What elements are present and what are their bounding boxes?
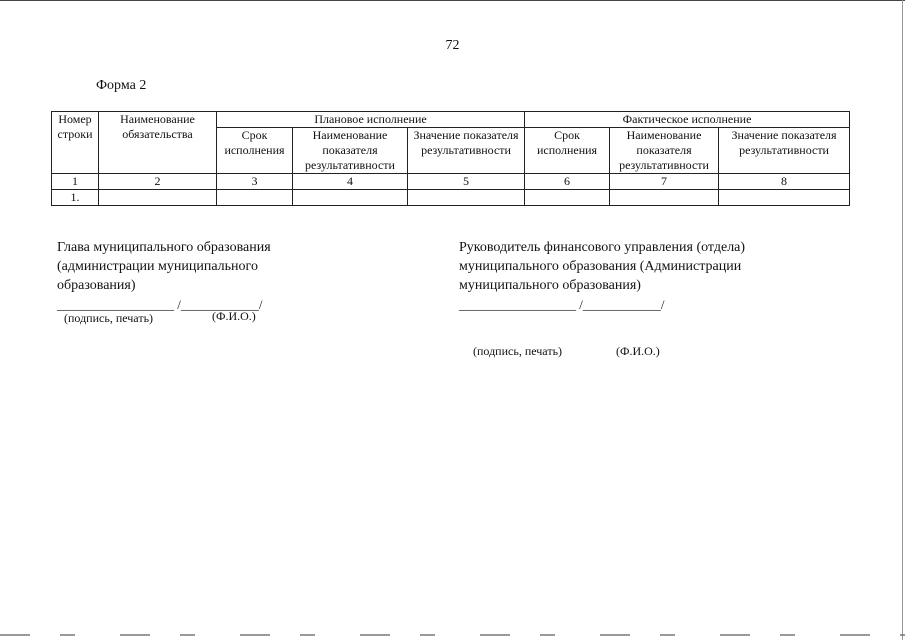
signature-title-line: образования)	[57, 278, 136, 293]
table-cell	[217, 190, 293, 206]
signature-block-head	[57, 238, 271, 314]
header-row-top	[52, 112, 850, 128]
row-number: 1.	[52, 190, 99, 206]
header-actual-deadline: Срок исполнения	[525, 128, 610, 174]
column-number: 1	[52, 174, 99, 190]
header-row-number: Номер строки	[52, 112, 99, 174]
obligations-table	[51, 111, 850, 206]
signature-block-finance	[459, 238, 745, 314]
name-caption: (Ф.И.О.)	[616, 344, 660, 358]
header-actual-indicator-name: Наименование показателя результативности	[610, 128, 719, 174]
name-caption: (Ф.И.О.)	[212, 309, 256, 323]
table-row	[52, 190, 850, 206]
signature-title-line: муниципального образования)	[459, 278, 641, 293]
signature-title-line: муниципального образования (Администрации	[459, 259, 742, 274]
form-label: Форма 2	[96, 78, 147, 93]
table-cell	[408, 190, 525, 206]
column-number: 5	[408, 174, 525, 190]
table-cell	[99, 190, 217, 206]
column-number: 4	[293, 174, 408, 190]
scan-edge-top	[0, 0, 905, 1]
column-number: 3	[217, 174, 293, 190]
column-number: 8	[719, 174, 850, 190]
header-planned-deadline: Срок исполнения	[217, 128, 293, 174]
signature-title-line: Глава муниципального образования	[57, 240, 271, 255]
table-cell	[610, 190, 719, 206]
header-actual: Фактическое исполнение	[525, 112, 850, 128]
scan-edge-bottom	[0, 634, 905, 636]
scan-edge-right	[902, 0, 903, 640]
column-number-row	[52, 174, 850, 190]
header-obligation-name: Наименование обязательства	[99, 112, 217, 174]
header-actual-indicator-value: Значение показателя результативности	[719, 128, 850, 174]
table-cell	[293, 190, 408, 206]
header-planned-indicator-name: Наименование показателя результативности	[293, 128, 408, 174]
signature-line: __________________ /____________/	[57, 297, 263, 312]
header-planned-indicator-value: Значение показателя результативности	[408, 128, 525, 174]
column-number: 2	[99, 174, 217, 190]
column-number: 7	[610, 174, 719, 190]
signature-caption: (подпись, печать)	[64, 311, 154, 325]
column-number: 6	[525, 174, 610, 190]
signature-title-line: Руководитель финансового управления (отдела)	[459, 240, 746, 255]
table-cell	[525, 190, 610, 206]
signature-caption: (подпись, печать)	[473, 344, 563, 358]
header-planned: Плановое исполнение	[217, 112, 525, 128]
table-cell	[719, 190, 850, 206]
page-number: 72	[445, 38, 460, 53]
signature-title-line: (администрации муниципального	[57, 259, 258, 274]
signature-line: __________________ /____________/	[459, 297, 665, 312]
